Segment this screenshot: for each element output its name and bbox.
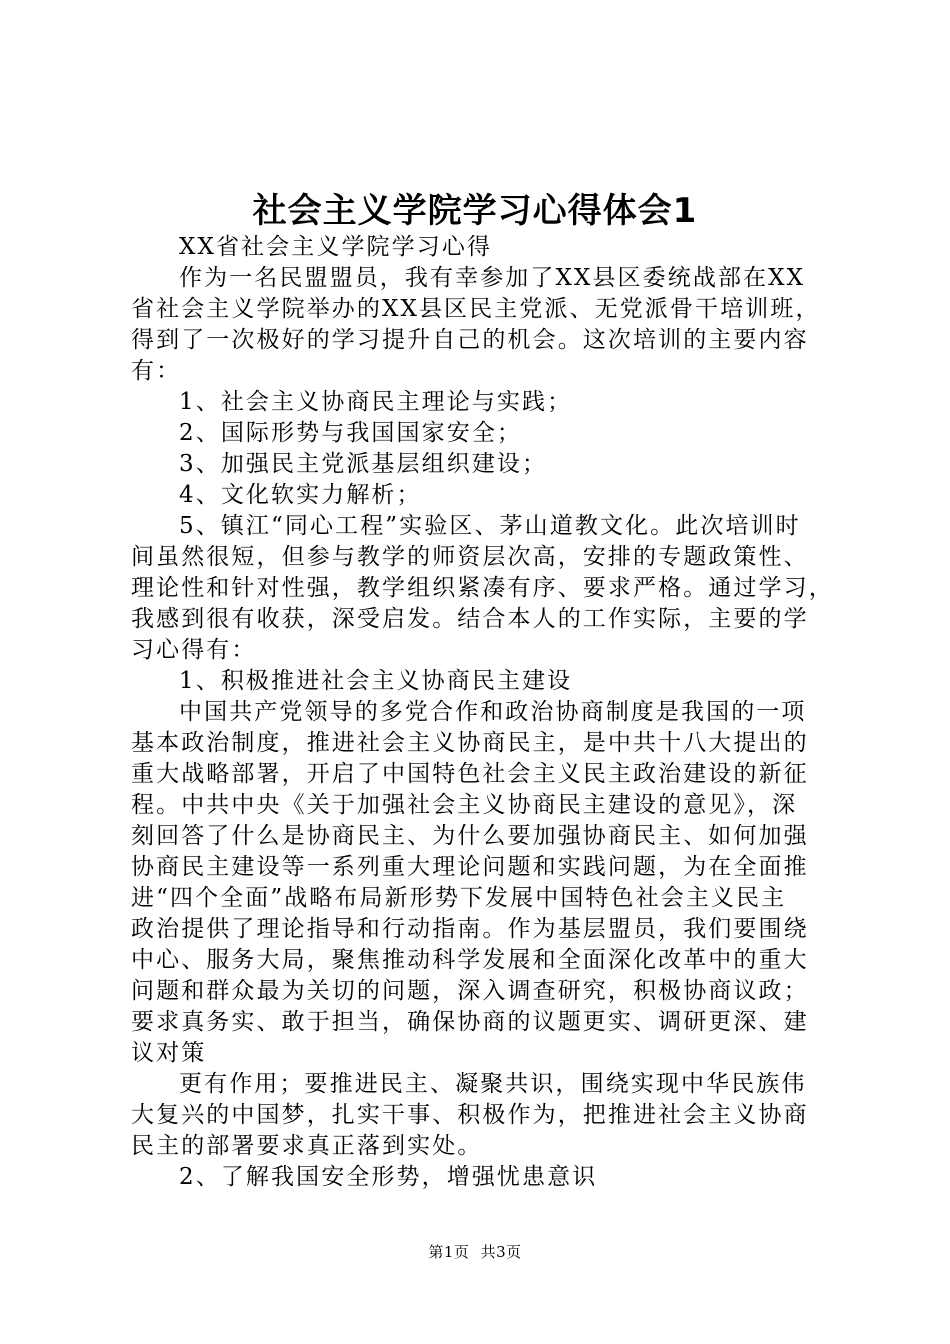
body-line: 5、镇江“同心工程”实验区、茅山道教文化。此次培训时 xyxy=(179,513,801,539)
body-line: 大复兴的中国梦，扎实干事、积极作为，把推进社会主义协商 xyxy=(131,1102,809,1128)
body-line: XX省社会主义学院学习心得 xyxy=(179,234,493,260)
page-footer xyxy=(0,1241,950,1263)
body-line: 协商民主建设等一系列重大理论问题和实践问题，为在全面推 xyxy=(131,854,809,880)
body-line: 刻回答了什么是协商民主、为什么要加强协商民主、如何加强 xyxy=(131,823,809,849)
body-line: 理论性和针对性强，教学组织紧凑有序、要求严格。通过学习， xyxy=(131,575,834,601)
body-line: 间虽然很短，但参与教学的师资层次高，安排的专题政策性、 xyxy=(131,544,809,570)
body-line: 问题和群众最为关切的问题，深入调查研究，积极协商议政； xyxy=(131,978,809,1004)
body-line: 重大战略部署，开启了中国特色社会主义民主政治建设的新征 xyxy=(131,761,809,787)
body-line: 基本政治制度，推进社会主义协商民主，是中共十八大提出的 xyxy=(131,730,809,756)
page-number: 第1页 xyxy=(428,1243,470,1261)
body-line: 中心、服务大局，聚焦推动科学发展和全面深化改革中的重大 xyxy=(131,947,809,973)
body-line: 1、社会主义协商民主理论与实践； xyxy=(179,389,573,415)
page-total: 共3页 xyxy=(480,1243,522,1261)
body-line: 1、积极推进社会主义协商民主建设 xyxy=(179,668,573,694)
body-line: 2、了解我国安全形势，增强忧患意识 xyxy=(179,1164,598,1190)
body-line: 要求真务实、敢于担当，确保协商的议题更实、调研更深、建 xyxy=(131,1009,809,1035)
body-line: 2、国际形势与我国国家安全； xyxy=(179,420,523,446)
body-line: 中国共产党领导的多党合作和政治协商制度是我国的一项 xyxy=(179,699,807,725)
document-body xyxy=(131,232,834,1193)
body-line: 3、加强民主党派基层组织建设； xyxy=(179,451,548,477)
body-line: 有： xyxy=(131,358,182,384)
body-line: 政治提供了理论指导和行动指南。作为基层盟员，我们要围绕 xyxy=(131,916,809,942)
body-line: 议对策 xyxy=(131,1040,207,1066)
body-line: 进“四个全面”战略布局新形势下发展中国特色社会主义民主 xyxy=(131,885,787,911)
body-line: 作为一名民盟盟员，我有幸参加了XX县区委统战部在XX xyxy=(179,265,806,291)
document-title: 社会主义学院学习心得体会1 xyxy=(252,191,698,231)
body-line: 更有作用；要推进民主、凝聚共识，围绕实现中华民族伟 xyxy=(179,1071,807,1097)
body-line: 4、文化软实力解析； xyxy=(179,482,422,508)
body-line: 民主的部署要求真正落到实处。 xyxy=(131,1133,483,1159)
body-line: 程。中共中央《关于加强社会主义协商民主建设的意见》，深 xyxy=(131,792,798,818)
body-line: 得到了一次极好的学习提升自己的机会。这次培训的主要内容 xyxy=(131,327,809,353)
body-line: 省社会主义学院举办的XX县区民主党派、无党派骨干培训班， xyxy=(131,296,821,322)
body-line: 习心得有： xyxy=(131,637,257,663)
body-line: 我感到很有收获，深受启发。结合本人的工作实际，主要的学 xyxy=(131,606,809,632)
